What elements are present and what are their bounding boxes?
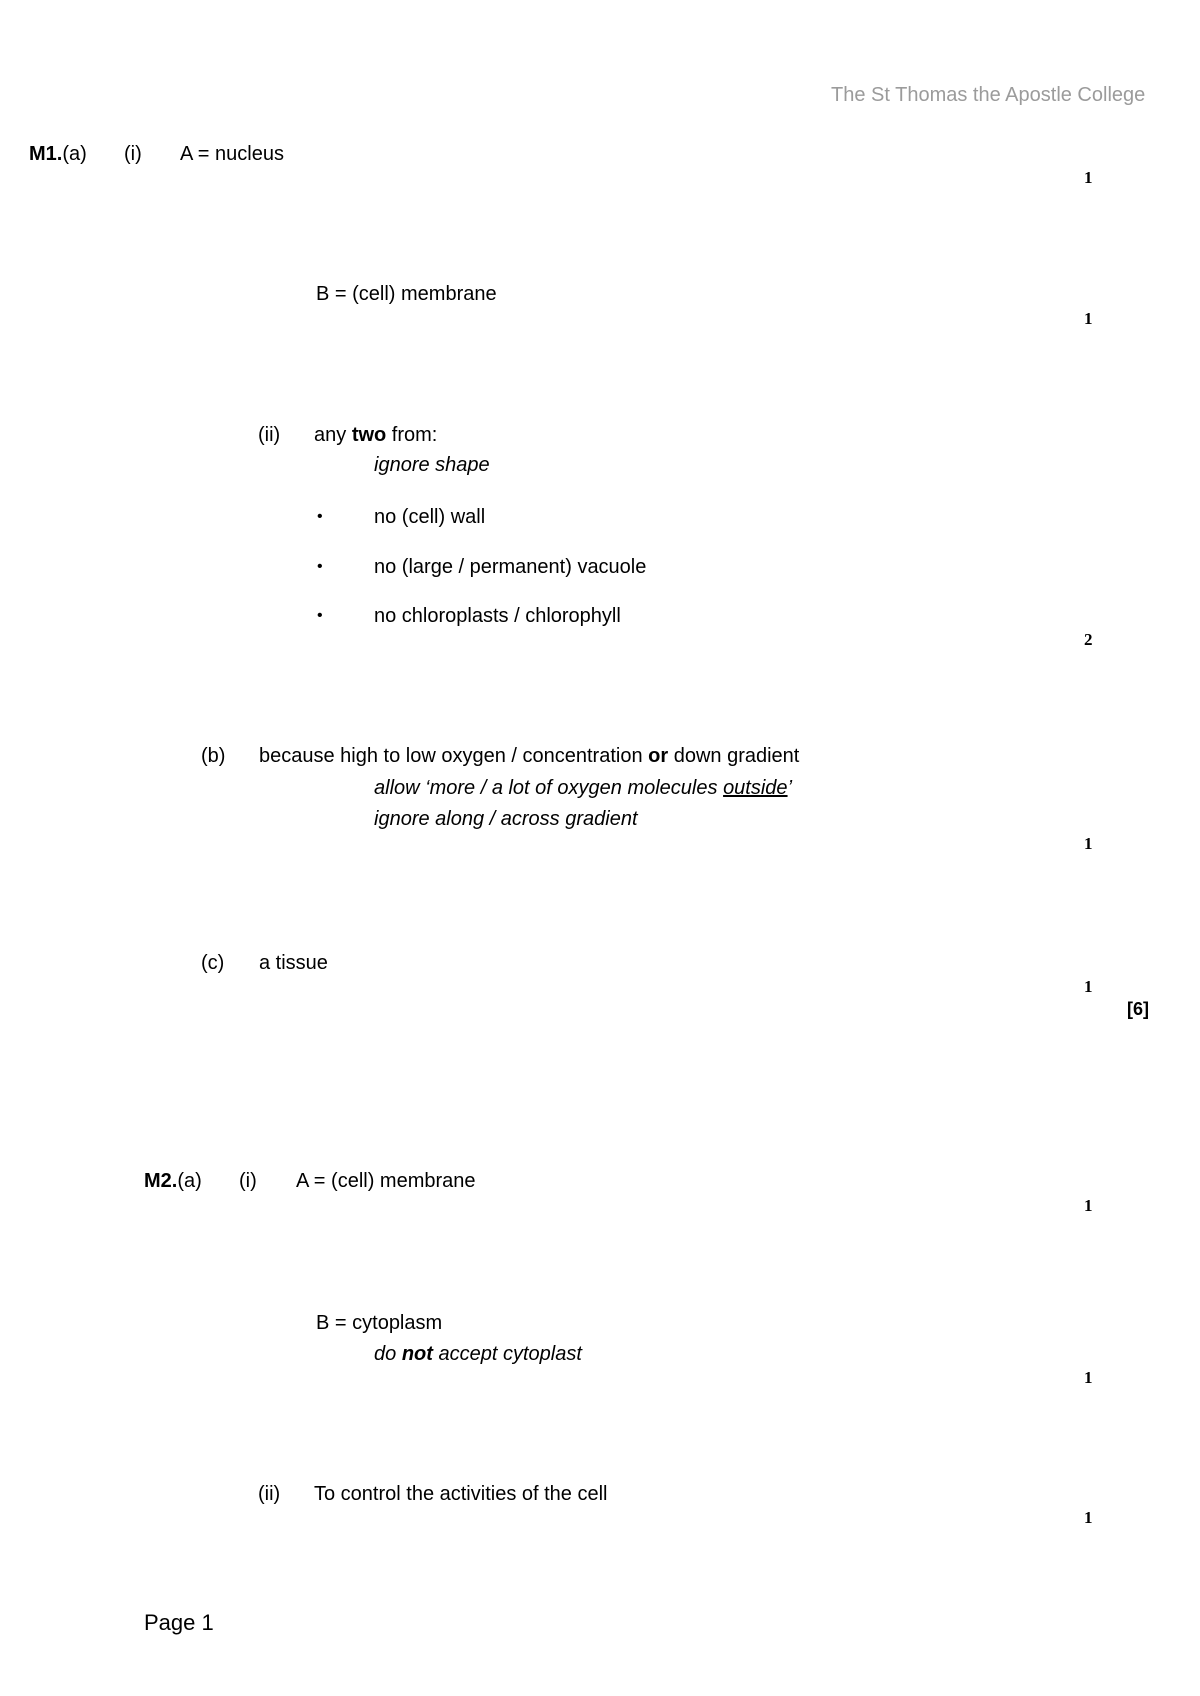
do-text: do (374, 1343, 402, 1365)
bullet-item: no (large / permanent) vacuole (374, 556, 647, 578)
m1-sub-ii: (ii) (258, 424, 281, 446)
m2-part-a: (a) (177, 1170, 202, 1192)
any-text: any (314, 424, 352, 446)
m2-question-label (144, 1169, 202, 1193)
m1-mark-a: 1 (1084, 168, 1093, 187)
m1-part-c: (c) (201, 952, 225, 974)
m1-total-marks: [6] (1127, 999, 1149, 1019)
m1-b-allow-note (374, 776, 792, 800)
m2-answer-b: B = cytoplasm (316, 1312, 443, 1334)
bullet-icon: • (317, 558, 323, 575)
outside-text: outside (723, 777, 788, 799)
m2-answer-a: A = (cell) membrane (296, 1170, 476, 1192)
m1-number: M1. (29, 143, 63, 165)
m1-answer-a: A = nucleus (180, 143, 284, 165)
m2-b-note (374, 1342, 582, 1366)
note-rest-text: accept cytoplast (432, 1343, 582, 1365)
m1-ii-question (314, 423, 437, 447)
from-text: from: (386, 424, 438, 446)
bullet-icon: • (317, 607, 323, 624)
b-text-2: down gradient (668, 745, 800, 767)
m1-part-a: (a) (62, 143, 87, 165)
ignore-shape-note: ignore shape (374, 454, 490, 476)
two-text: two (351, 424, 387, 446)
m2-sub-ii: (ii) (258, 1483, 281, 1505)
m2-mark-b: 1 (1084, 1368, 1093, 1387)
m1-c-answer: a tissue (259, 952, 328, 974)
m1-mark-ii: 2 (1084, 630, 1093, 649)
m2-ii-answer: To control the activities of the cell (314, 1483, 608, 1505)
b-text-1: because high to low oxygen / concentration (259, 745, 649, 767)
m1-sub-i: (i) (124, 143, 142, 165)
m1-b-answer (259, 744, 799, 768)
m2-mark-a: 1 (1084, 1196, 1093, 1215)
allow-text-2: ’ (787, 777, 793, 799)
college-header: The St Thomas the Apostle College (831, 84, 1146, 106)
bullet-item: no chloroplasts / chlorophyll (374, 605, 621, 627)
allow-text-1: allow ‘more / a lot of oxygen molecules (374, 777, 724, 799)
m2-sub-i: (i) (239, 1170, 257, 1192)
m1-mark-b: 1 (1084, 309, 1093, 328)
m2-mark-ii: 1 (1084, 1508, 1093, 1527)
not-text: not (401, 1343, 433, 1365)
m1-mark-c: 1 (1084, 977, 1093, 996)
page-number: Page 1 (144, 1610, 214, 1635)
b-or: or (648, 745, 669, 767)
m2-number: M2. (144, 1170, 178, 1192)
bullet-icon: • (317, 508, 323, 525)
m1-part-b: (b) (201, 745, 226, 767)
m1-mark-b-part: 1 (1084, 834, 1093, 853)
bullet-item: no (cell) wall (374, 506, 486, 528)
m1-question-label (29, 142, 87, 166)
m1-b-ignore-note: ignore along / across gradient (374, 808, 638, 830)
m1-answer-b: B = (cell) membrane (316, 283, 497, 305)
